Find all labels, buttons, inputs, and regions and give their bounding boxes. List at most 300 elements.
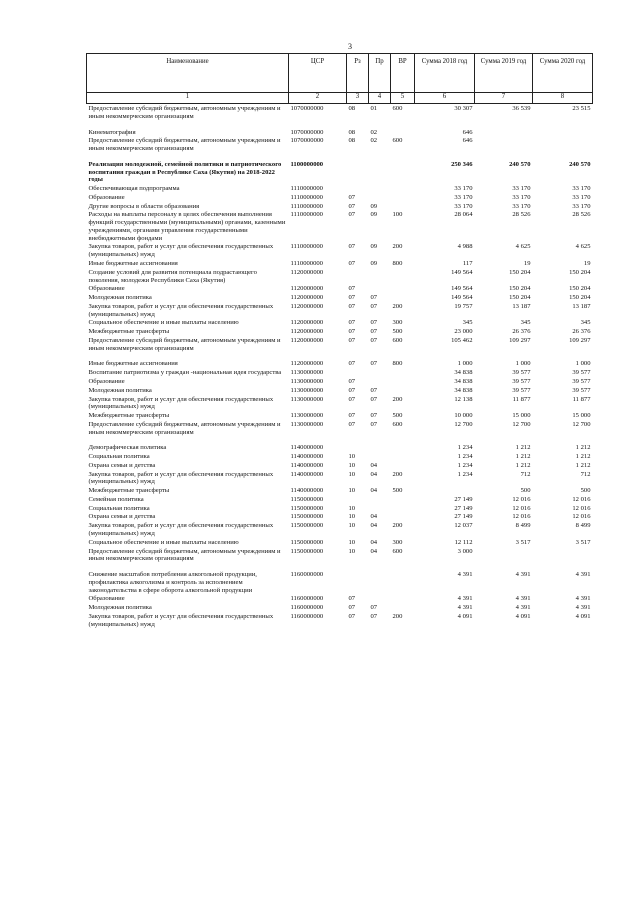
row-csr: 1120000000 [290, 360, 324, 368]
row-csr: 1130000000 [290, 377, 324, 385]
table-row [87, 612, 593, 629]
row-rz: 08 [348, 128, 356, 136]
row-sum-2019: 15 000 [512, 412, 531, 420]
row-rz [347, 570, 369, 594]
row-pr: 09 [370, 243, 378, 251]
row-sum-2020: 240 570 [569, 160, 591, 168]
row-name: Образование [88, 285, 125, 293]
table-header-row [87, 54, 593, 93]
header-vr: ВР [391, 54, 415, 93]
header-sum-2020: Сумма 2020 год [533, 54, 593, 93]
row-rz: 07 [348, 420, 356, 428]
row-sum-2020: 39 577 [572, 386, 591, 394]
row-name: Семейная политика [88, 495, 144, 503]
row-vr [391, 443, 415, 452]
row-vr: 200 [392, 395, 403, 403]
row-sum-2019: 500 [520, 487, 531, 495]
column-number: 7 [475, 93, 533, 104]
row-pr: 07 [370, 420, 378, 428]
row-sum-2019 [475, 136, 533, 153]
table-row [87, 268, 593, 285]
row-vr [391, 184, 415, 193]
row-csr: 1150000000 [290, 522, 324, 530]
row-pr [369, 184, 391, 193]
row-sum-2019: 11 877 [512, 395, 531, 403]
row-sum-2020: 3 517 [575, 538, 591, 546]
row-sum-2018: 28 064 [454, 211, 473, 219]
row-rz: 10 [348, 513, 356, 521]
row-pr: 07 [370, 386, 378, 394]
row-name: Образование [88, 193, 125, 201]
row-csr: 1110000000 [290, 202, 323, 210]
row-sum-2020 [533, 547, 593, 564]
table-row [87, 259, 593, 268]
row-rz: 10 [348, 453, 356, 461]
table-row [87, 327, 593, 336]
table-row [87, 420, 593, 437]
row-csr: 1130000000 [290, 412, 324, 420]
row-vr [391, 452, 415, 461]
column-number: 6 [415, 93, 475, 104]
row-sum-2020: 13 187 [572, 302, 591, 310]
row-pr [369, 570, 391, 594]
row-vr [391, 160, 415, 184]
row-sum-2020: 1 212 [575, 461, 591, 469]
row-csr: 1070000000 [290, 105, 324, 112]
row-vr: 600 [392, 336, 403, 344]
row-sum-2018: 1 234 [457, 470, 473, 478]
row-sum-2019: 39 577 [512, 377, 531, 385]
row-sum-2019: 4 391 [515, 604, 531, 612]
row-name: Охрана семьи и детства [88, 461, 156, 469]
row-pr: 07 [370, 612, 378, 620]
table-row [87, 242, 593, 259]
row-vr [391, 512, 415, 521]
row-sum-2020: 15 000 [572, 412, 591, 420]
row-spacer [87, 121, 593, 128]
row-sum-2019: 33 170 [512, 185, 531, 193]
table-row [87, 512, 593, 521]
spacer-cell [87, 153, 593, 160]
table-row [87, 603, 593, 612]
row-csr: 1150000000 [290, 547, 324, 555]
row-sum-2019: 12 016 [512, 504, 531, 512]
table-row [87, 547, 593, 564]
row-sum-2019: 13 187 [512, 302, 531, 310]
row-sum-2019: 240 570 [509, 160, 531, 168]
table-row [87, 128, 593, 137]
row-sum-2020: 33 170 [572, 193, 591, 201]
row-name: Создание условий для развития потенциала подрастающего поколения, молодежи Республики Саха (Якутия) [88, 268, 257, 284]
row-pr [369, 495, 391, 504]
row-pr: 07 [370, 360, 378, 368]
row-pr [369, 594, 391, 603]
row-csr: 1130000000 [290, 386, 324, 394]
row-sum-2019: 39 577 [512, 386, 531, 394]
row-sum-2020: 12 016 [572, 513, 591, 521]
row-vr: 100 [392, 211, 403, 219]
row-rz: 07 [348, 595, 356, 603]
row-csr: 1120000000 [290, 302, 324, 310]
row-vr: 600 [392, 137, 403, 145]
row-sum-2018: 149 564 [451, 294, 473, 302]
row-sum-2019: 1 212 [515, 461, 531, 469]
row-name: Другие вопросы в области образования [88, 202, 200, 210]
row-vr [391, 128, 415, 137]
row-name: Молодежная политика [88, 386, 152, 394]
row-sum-2019: 1 000 [515, 360, 531, 368]
row-pr: 07 [370, 395, 378, 403]
row-rz: 07 [348, 202, 356, 210]
row-vr [391, 386, 415, 395]
table-row [87, 443, 593, 452]
row-vr: 200 [392, 522, 403, 530]
row-pr [369, 368, 391, 377]
table-row [87, 184, 593, 193]
row-pr: 07 [370, 412, 378, 420]
row-pr: 01 [370, 105, 378, 112]
row-vr [391, 461, 415, 470]
row-vr [391, 570, 415, 594]
row-sum-2019: 12 016 [512, 495, 531, 503]
row-name: Расходы на выплаты персоналу в целях обеспечения выполнения функций государственными (муниципальными) органами, казенными учреждениями, органами управления государственными внебюджетными фондами [88, 211, 286, 242]
row-pr: 04 [370, 538, 378, 546]
row-sum-2018: 4 391 [457, 595, 473, 603]
row-pr [369, 268, 391, 285]
row-sum-2018 [415, 486, 475, 495]
row-name: Снижение масштабов потребления алкогольной продукции, профилактика алкоголизма и контроль за исполнением законодательства в сфере оборота алкогольной продукции [88, 571, 257, 594]
row-sum-2018: 1 000 [457, 360, 473, 368]
table-row [87, 395, 593, 412]
row-rz: 07 [348, 285, 356, 293]
row-csr: 1140000000 [290, 487, 324, 495]
row-sum-2020: 23 515 [572, 105, 591, 112]
row-csr: 1150000000 [290, 504, 324, 512]
row-sum-2020: 4 625 [575, 243, 591, 251]
row-sum-2019 [475, 547, 533, 564]
row-vr: 500 [392, 487, 403, 495]
row-pr: 02 [370, 128, 378, 136]
row-sum-2018: 105 462 [451, 336, 473, 344]
row-csr: 1100000000 [290, 160, 324, 168]
row-sum-2020: 4 391 [575, 571, 591, 579]
column-number: 5 [391, 93, 415, 104]
row-sum-2018: 1 234 [457, 461, 473, 469]
column-number: 8 [533, 93, 593, 104]
column-number: 3 [347, 93, 369, 104]
row-name: Обеспечивающая подпрограмма [88, 185, 180, 193]
row-rz: 08 [348, 105, 356, 112]
table-row [87, 104, 593, 121]
row-pr: 09 [370, 211, 378, 219]
row-sum-2018: 27 149 [454, 504, 473, 512]
row-vr: 500 [392, 412, 403, 420]
row-pr: 04 [370, 461, 378, 469]
row-sum-2019: 4 391 [515, 571, 531, 579]
row-vr [391, 202, 415, 211]
row-csr: 1130000000 [290, 369, 324, 377]
row-rz: 10 [348, 461, 356, 469]
row-sum-2020: 33 170 [572, 185, 591, 193]
row-name: Социальная политика [88, 453, 150, 461]
row-rz [347, 160, 369, 184]
row-pr [369, 160, 391, 184]
table-row [87, 368, 593, 377]
row-sum-2019: 36 539 [512, 105, 531, 112]
row-rz: 10 [348, 522, 356, 530]
row-name: Образование [88, 377, 125, 385]
row-vr: 300 [392, 538, 403, 546]
row-sum-2018: 646 [462, 128, 473, 136]
row-name: Социальная политика [88, 504, 150, 512]
row-name: Закупка товаров, работ и услуг для обеспечения государственных (муниципальных) нужд [88, 302, 274, 318]
row-sum-2018: 117 [462, 260, 473, 268]
row-csr: 1140000000 [290, 444, 324, 452]
row-pr [369, 443, 391, 452]
row-rz: 07 [348, 336, 356, 344]
row-sum-2018: 33 170 [454, 193, 473, 201]
row-sum-2018: 23 000 [454, 328, 473, 336]
row-vr: 500 [392, 328, 403, 336]
row-rz: 07 [348, 211, 356, 219]
row-vr [391, 495, 415, 504]
row-name: Кинематография [88, 128, 136, 136]
row-rz [347, 443, 369, 452]
row-pr: 09 [370, 260, 378, 268]
row-sum-2018: 4 391 [457, 604, 473, 612]
row-vr: 800 [392, 260, 403, 268]
row-sum-2020: 39 577 [572, 369, 591, 377]
row-sum-2018: 30 307 [454, 105, 473, 112]
row-spacer [87, 436, 593, 443]
table-row [87, 461, 593, 470]
row-spacer [87, 563, 593, 570]
table-row [87, 193, 593, 202]
row-csr: 1160000000 [290, 604, 324, 612]
row-csr: 1140000000 [290, 461, 324, 469]
row-sum-2019: 1 212 [515, 444, 531, 452]
row-csr: 1130000000 [290, 420, 324, 428]
row-sum-2018: 12 037 [454, 522, 473, 530]
row-csr: 1120000000 [290, 319, 324, 327]
row-vr: 300 [392, 319, 403, 327]
table-row [87, 470, 593, 487]
table-row [87, 570, 593, 594]
column-number: 4 [369, 93, 391, 104]
row-csr: 1110000000 [290, 185, 323, 193]
row-sum-2020: 1 000 [575, 360, 591, 368]
row-sum-2018: 4 391 [457, 571, 473, 579]
row-sum-2019: 150 204 [509, 294, 531, 302]
header-csr: ЦСР [289, 54, 347, 93]
row-name: Предоставление субсидий бюджетным, автономным учреждениям и иным некоммерческим организациям [88, 420, 281, 436]
row-name: Закупка товаров, работ и услуг для обеспечения государственных (муниципальных) нужд [88, 395, 274, 411]
row-rz: 07 [348, 377, 356, 385]
row-csr: 1120000000 [290, 336, 324, 344]
row-sum-2020: 4 391 [575, 604, 591, 612]
row-sum-2020: 12 016 [572, 504, 591, 512]
row-vr [391, 293, 415, 302]
row-vr [391, 377, 415, 386]
column-number: 1 [87, 93, 289, 104]
table-column-number-row [87, 93, 593, 104]
row-rz: 07 [348, 243, 356, 251]
row-vr: 200 [392, 612, 403, 620]
row-rz: 10 [348, 487, 356, 495]
page-number: 3 [348, 42, 352, 51]
row-sum-2019: 3 517 [515, 538, 531, 546]
row-name: Закупка товаров, работ и услуг для обеспечения государственных (муниципальных) нужд [88, 470, 274, 486]
row-vr [391, 603, 415, 612]
row-rz: 10 [348, 470, 356, 478]
row-sum-2020: 345 [580, 319, 591, 327]
row-sum-2020: 26 376 [572, 328, 591, 336]
row-sum-2018: 19 757 [454, 302, 473, 310]
row-csr: 1110000000 [290, 260, 323, 268]
row-vr [391, 193, 415, 202]
table-row [87, 538, 593, 547]
row-vr: 200 [392, 302, 403, 310]
row-sum-2018: 4 091 [457, 612, 473, 620]
row-sum-2018: 34 838 [454, 386, 473, 394]
row-name: Образование [88, 595, 125, 603]
row-rz: 10 [348, 538, 356, 546]
row-sum-2019: 109 297 [509, 336, 531, 344]
row-rz: 07 [348, 604, 356, 612]
row-name: Межбюджетные трансферты [88, 487, 170, 495]
row-rz: 07 [348, 260, 356, 268]
row-sum-2018: 345 [462, 319, 473, 327]
row-vr: 600 [392, 105, 403, 112]
row-name: Межбюджетные трансферты [88, 412, 170, 420]
row-pr: 07 [370, 604, 378, 612]
table-row [87, 359, 593, 368]
row-rz: 07 [348, 412, 356, 420]
row-pr: 04 [370, 487, 378, 495]
row-pr: 02 [370, 137, 378, 145]
row-sum-2019: 39 577 [512, 369, 531, 377]
row-rz: 07 [348, 360, 356, 368]
row-sum-2020: 12 016 [572, 495, 591, 503]
row-sum-2019: 8 499 [515, 522, 531, 530]
row-rz: 07 [348, 386, 356, 394]
table-row [87, 411, 593, 420]
row-pr: 04 [370, 547, 378, 555]
row-rz [347, 184, 369, 193]
row-rz: 07 [348, 193, 356, 201]
row-vr [391, 594, 415, 603]
row-csr: 1160000000 [290, 571, 324, 579]
row-sum-2020: 150 204 [569, 285, 591, 293]
header-pr: Пр [369, 54, 391, 93]
row-sum-2019: 1 212 [515, 453, 531, 461]
row-name: Иные бюджетные ассигнования [88, 260, 178, 268]
column-number: 2 [289, 93, 347, 104]
row-sum-2018: 34 838 [454, 369, 473, 377]
row-rz: 10 [348, 547, 356, 555]
row-pr: 07 [370, 336, 378, 344]
row-sum-2020: 11 877 [572, 395, 591, 403]
row-vr [391, 368, 415, 377]
row-sum-2020: 4 391 [575, 595, 591, 603]
row-name: Предоставление субсидий бюджетным, автономным учреждениям и иным некоммерческим организациям [88, 336, 281, 352]
row-name: Предоставление субсидий бюджетным, автономным учреждениям и иным некоммерческим организациям [88, 547, 281, 563]
row-rz: 07 [348, 294, 356, 302]
row-rz: 08 [348, 137, 356, 145]
table-row [87, 521, 593, 538]
row-csr: 1130000000 [290, 395, 324, 403]
row-csr: 1150000000 [290, 538, 324, 546]
table-row [87, 336, 593, 353]
row-name: Закупка товаров, работ и услуг для обеспечения государственных (муниципальных) нужд [88, 522, 274, 537]
row-sum-2019: 33 170 [512, 202, 531, 210]
table-row [87, 495, 593, 504]
row-spacer [87, 153, 593, 160]
row-sum-2020 [533, 136, 593, 153]
row-csr: 1120000000 [290, 294, 324, 302]
row-csr: 1120000000 [290, 268, 324, 276]
row-name: Молодежная политика [88, 604, 152, 612]
header-rz: Рз [347, 54, 369, 93]
row-sum-2019: 4 391 [515, 595, 531, 603]
spacer-cell [87, 352, 593, 359]
table-row [87, 284, 593, 293]
row-name: Молодежная политика [88, 294, 152, 302]
row-csr: 1120000000 [290, 328, 324, 336]
row-sum-2018: 250 346 [451, 160, 473, 168]
row-sum-2018: 4 988 [457, 243, 473, 251]
row-rz: 07 [348, 395, 356, 403]
table-row [87, 452, 593, 461]
row-name: Социальное обеспечение и иные выплаты населению [88, 538, 239, 546]
table-row [87, 377, 593, 386]
row-vr: 600 [392, 420, 403, 428]
row-csr: 1150000000 [290, 495, 324, 503]
row-pr [369, 284, 391, 293]
row-sum-2020: 19 [583, 260, 591, 268]
row-name: Закупка товаров, работ и услуг для обеспечения государственных (муниципальных) нужд [88, 243, 274, 259]
table-row [87, 302, 593, 319]
row-sum-2019: 12 700 [512, 420, 531, 428]
row-sum-2018: 10 000 [454, 412, 473, 420]
table-row [87, 136, 593, 153]
row-rz: 07 [348, 612, 356, 620]
row-vr [391, 504, 415, 513]
row-name: Социальное обеспечение и иные выплаты населению [88, 319, 239, 327]
row-vr: 200 [392, 243, 403, 251]
row-pr: 07 [370, 294, 378, 302]
row-csr: 1120000000 [290, 285, 324, 293]
row-sum-2020 [533, 128, 593, 137]
row-sum-2020: 150 204 [569, 294, 591, 302]
table-row [87, 386, 593, 395]
row-pr: 04 [370, 513, 378, 521]
row-sum-2020: 12 700 [572, 420, 591, 428]
row-sum-2019: 4 091 [515, 612, 531, 620]
row-pr [369, 452, 391, 461]
row-name: Охрана семьи и детства [88, 513, 156, 521]
row-vr: 800 [392, 360, 403, 368]
row-sum-2018: 27 149 [454, 495, 473, 503]
row-sum-2019: 26 376 [512, 328, 531, 336]
row-sum-2019: 19 [523, 260, 531, 268]
row-sum-2020: 109 297 [569, 336, 591, 344]
row-sum-2019: 345 [520, 319, 531, 327]
row-name: Предоставление субсидий бюджетным, автономным учреждениям и иным некоммерческим организациям [88, 105, 281, 120]
row-vr: 600 [392, 547, 403, 555]
row-csr: 1140000000 [290, 453, 324, 461]
row-pr [369, 377, 391, 386]
